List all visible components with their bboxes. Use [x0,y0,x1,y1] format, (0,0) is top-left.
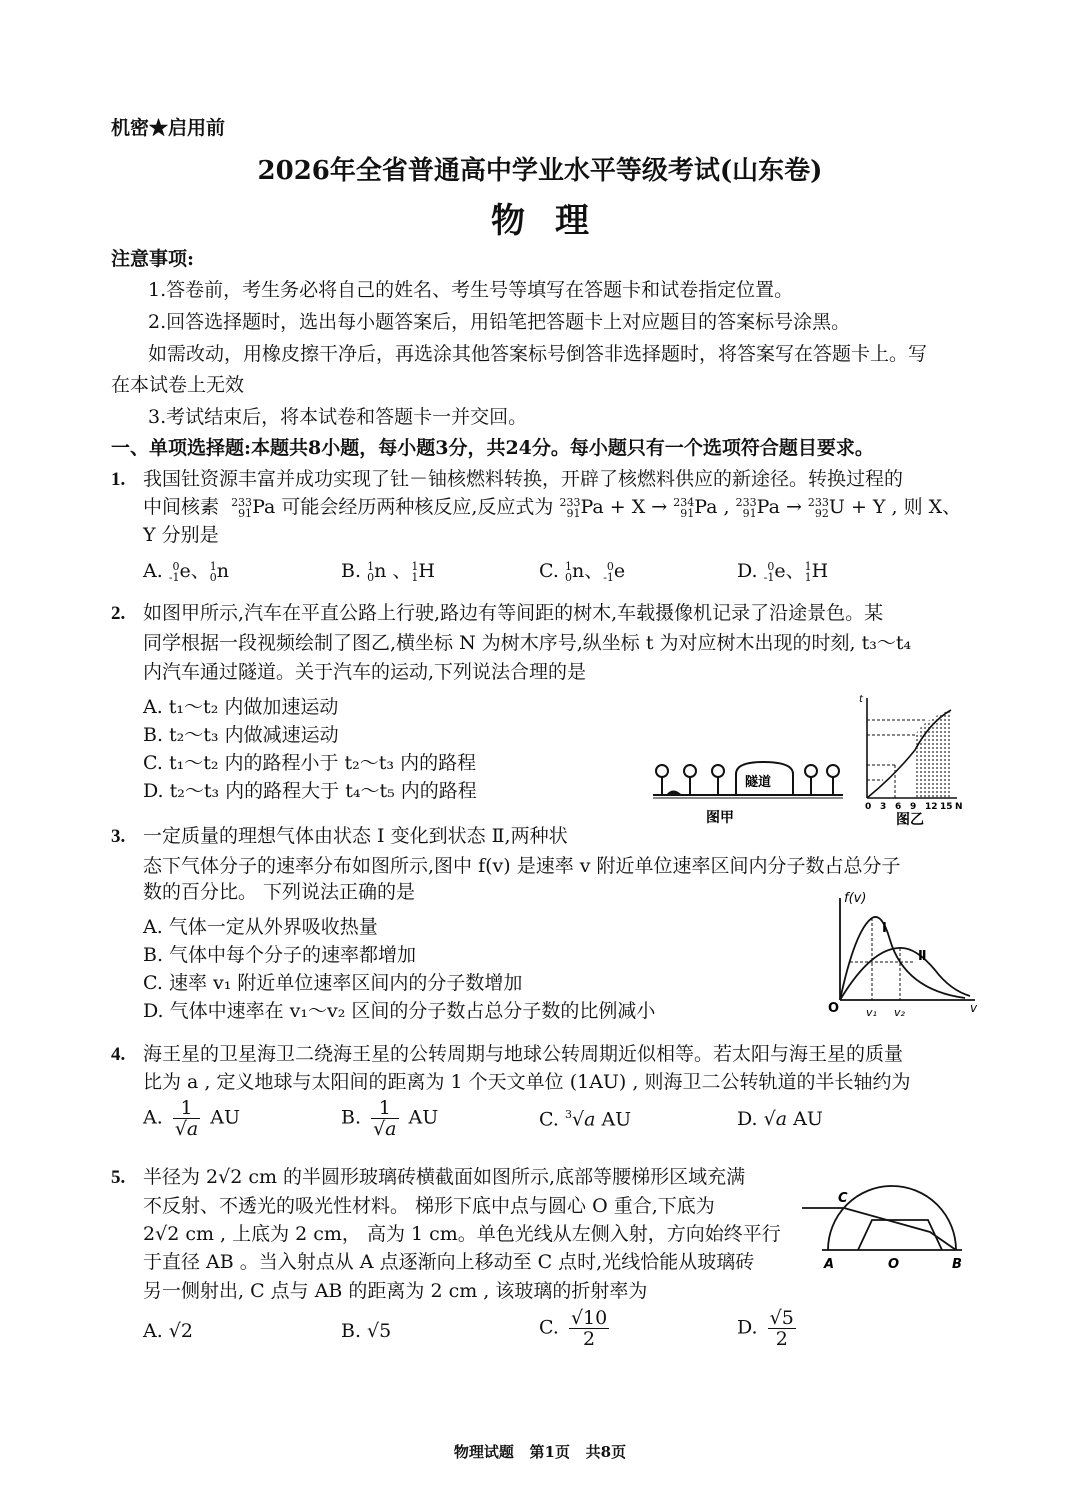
q3-option-a[interactable]: A. 气体一定从外界吸收热量 [143,916,378,938]
q2-number: 2. [111,603,126,624]
q2-chart-x-tick: 12 [925,802,938,812]
q5-line1: 半径为 2√2 cm 的半圆形玻璃砖横截面如图所示,底部等腰梯形区域充满 [143,1166,746,1188]
q1-option-c[interactable]: C. 1 0n、 0 -1e [539,560,626,584]
q2-figure-road [648,740,848,825]
q5-line4: 于直径 AB 。当入射点从 A 点逐渐向上移动至 C 点时,光线恰能从玻璃砖 [143,1251,755,1273]
q1-line2: 中间核素 233 91Pa 可能会经历两种核反应,反应式为 233 91Pa + X → 234 91Pa , 233 91Pa → 233 92U + Y , 则 X、 [143,496,962,520]
q5-option-d[interactable]: D. $\frac{√5}{2}$ [737,1307,794,1350]
notice-item-3: 3.考试结束后，将本试卷和答题卡一并交回。 [148,406,528,428]
q3-fig-origin: O [828,1001,840,1016]
q4-line1: 海王星的卫星海卫二绕海王星的公转周期与地球公转周期近似相等。若太阳与海王星的质量 [143,1043,904,1065]
q5-fig-a: A [824,1257,835,1272]
q2-fig2-caption: 图乙 [896,812,924,828]
q5-number: 5. [111,1167,126,1188]
q5-fig-b: B [952,1257,962,1272]
q4-option-c[interactable]: C. $^3$√a AU [539,1108,632,1131]
notice-item-1: 1.答卷前，考生务必将自己的姓名、考生号等填写在答题卡和试卷指定位置。 [148,279,794,301]
q5-line5: 另一侧射出, C 点与 AB 的距离为 2 cm , 该玻璃的折射率为 [143,1280,648,1302]
q2-fig1-caption: 图甲 [706,810,734,825]
q5-line2: 不反射、不透光的吸光性材料。 梯形下底中点与圆心 O 重合,下底为 [143,1195,715,1217]
q2-chart-x-tick: 0 [865,802,872,812]
q3-fig-y-label: f(v) [844,891,867,906]
q2-line1: 如图甲所示,汽车在平直公路上行驶,路边有等间距的树木,车载摄像机记录了沿途景色。某 [143,602,884,624]
q1-line3: Y 分别是 [143,524,219,546]
q1-number: 1. [111,469,126,490]
q2-option-b[interactable]: B. t₂～t₃ 内做减速运动 [143,724,339,746]
q5-line3: 2√2 cm , 上底为 2 cm， 高为 1 cm。单色光线从左侧入射，方向始终平行 [143,1223,781,1245]
q2-chart-x-tick: 6 [895,802,902,812]
q4-option-a[interactable]: A. $\frac{1}{√a}$ AU [143,1097,241,1140]
q3-figure [820,880,980,1025]
q2-chart-x-tick: 15 [940,802,953,812]
q3-line3: 数的百分比。 下列说法正确的是 [143,881,416,903]
page-footer: 物理试题 第1页 共8页 [453,1443,627,1461]
notice-item-2: 2.回答选择题时，选出每小题答案后，用铅笔把答题卡上对应题目的答案标号涂黑。 [148,311,851,333]
q3-line2: 态下气体分子的速率分布如图所示,图中 f(v) 是速率 v 附近单位速率区间内分子数占总分子 [143,855,901,877]
q2-tunnel-label: 隧道 [744,775,772,790]
q3-fig-curve-1: Ⅰ [882,921,887,936]
notice-heading: 注意事项: [111,248,195,270]
q2-figure-chart [855,690,965,830]
q3-option-d[interactable]: D. 气体中速率在 v₁～v₂ 区间的分子数占总分子数的比例减小 [143,1000,656,1022]
q5-option-b[interactable]: B. √5 [341,1320,392,1342]
q5-fig-c: C [838,1191,848,1206]
q3-option-c[interactable]: C. 速率 v₁ 附近单位速率区间内的分子数增加 [143,972,523,994]
q4-line2: 比为 a , 定义地球与太阳间的距离为 1 个天文单位 (1AU) , 则海卫二公转轨道的半长轴约为 [143,1071,911,1093]
q1-line1: 我国钍资源丰富并成功实现了钍－铀核燃料转换，开辟了核燃料供应的新途径。转换过程的 [143,468,904,490]
q1-option-d[interactable]: D. 0 -1e、1 1H [737,560,829,584]
q2-line2: 同学根据一段视频绘制了图乙,横坐标 N 为树木序号,纵坐标 t 为对应树木出现的时刻, t₃～t₄ [143,632,912,654]
exam-title: 2026年全省普通高中学业水平等级考试(山东卷) [257,156,823,186]
q2-line3: 内汽车通过隧道。关于汽车的运动,下列说法合理的是 [143,661,587,683]
secrecy-mark: 机密★启用前 [111,117,226,139]
q3-fig-x-label: v [970,1001,978,1015]
q2-option-c[interactable]: C. t₁～t₂ 内的路程小于 t₂～t₃ 内的路程 [143,752,477,774]
q2-chart-x-tick: N [955,802,963,812]
subject-title: 物理 [491,201,619,241]
notice-item-2c: 在本试卷上无效 [111,374,245,396]
section-heading: 一、单项选择题:本题共8小题，每小题3分，共24分。每小题只有一个选项符合题目要求。 [111,437,874,459]
q5-option-c[interactable]: C. $\frac{√10}{2}$ [539,1307,608,1350]
q5-figure [800,1180,980,1275]
q4-option-b[interactable]: B. $\frac{1}{√a}$ AU [341,1097,439,1140]
q1-option-a[interactable]: A. 0 -1e、1 0n [143,560,230,584]
q1-option-b[interactable]: B. 1 0n 、1 1H [341,560,435,584]
q3-fig-v1: v₁ [866,1006,877,1019]
q3-line1: 一定质量的理想气体由状态 Ⅰ 变化到状态 Ⅱ,两种状 [143,825,568,847]
q4-option-d[interactable]: D. √a AU [737,1108,823,1130]
q2-option-d[interactable]: D. t₂～t₃ 内的路程大于 t₄～t₅ 内的路程 [143,780,477,802]
notice-item-2b: 如需改动，用橡皮擦干净后，再选涂其他答案标号倒答非选择题时，将答案写在答题卡上。写 [148,343,928,365]
q3-fig-v2: v₂ [894,1006,905,1019]
q2-chart-x-tick: 3 [880,802,887,812]
q2-option-a[interactable]: A. t₁～t₂ 内做加速运动 [143,696,339,718]
q2-chart-y-label: t [859,694,863,705]
q5-fig-o: O [888,1257,900,1272]
q3-fig-curve-2: Ⅱ [918,949,927,964]
q5-option-a[interactable]: A. √2 [143,1320,193,1342]
q3-number: 3. [111,826,126,847]
q2-chart-x-tick: 9 [910,802,917,812]
q3-option-b[interactable]: B. 气体中每个分子的速率都增加 [143,944,417,966]
q4-number: 4. [111,1044,126,1065]
